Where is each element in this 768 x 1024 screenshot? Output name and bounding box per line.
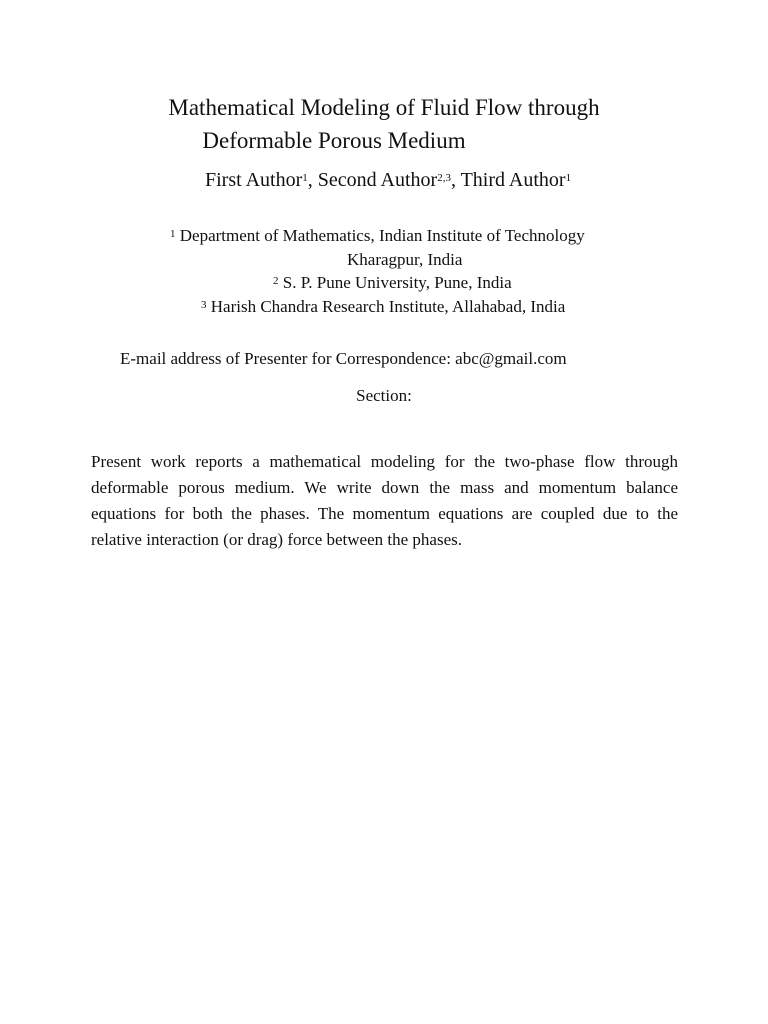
author-name: Third Author [460, 169, 566, 191]
affiliation-text: Department of Mathematics, Indian Institute of Technology [179, 226, 585, 245]
correspondence-email: E-mail address of Presenter for Correspondence: abc@gmail.com [120, 349, 567, 368]
affiliation-marker: 3 [201, 299, 207, 311]
author-name: Second Author [317, 169, 438, 191]
author-affiliation-marker: 1 [302, 172, 308, 184]
author-affiliation-marker: 2,3 [437, 172, 451, 184]
section-label: Section: [356, 386, 412, 405]
paper-title-line-2: Deformable Porous Medium [202, 128, 466, 153]
affiliation-text: Harish Chandra Research Institute, Allahabad, India [210, 297, 566, 316]
affiliation-text: S. P. Pune University, Pune, India [282, 273, 512, 292]
author-list [205, 167, 571, 193]
author-affiliation-marker: 1 [565, 172, 572, 184]
author-separator: , [307, 169, 318, 191]
affiliation-1-continued: Kharagpur, India [347, 250, 463, 269]
author-name: First Author [205, 169, 303, 191]
affiliation-marker: 2 [273, 275, 279, 287]
affiliation-1 [170, 225, 585, 247]
paper-title-line-1: Mathematical Modeling of Fluid Flow through [168, 95, 600, 120]
affiliation-2 [273, 272, 512, 294]
affiliation-marker: 1 [170, 228, 176, 240]
affiliation-3 [201, 296, 565, 318]
author-separator: , [450, 169, 461, 191]
abstract-paragraph: Present work reports a mathematical modeling for the two-phase flow through deformable porous medium. We write down the mass and momentum balance equations for both the phases. The momentum equations are coupled due to the relative interaction (or drag) force between the phases. [91, 452, 678, 549]
